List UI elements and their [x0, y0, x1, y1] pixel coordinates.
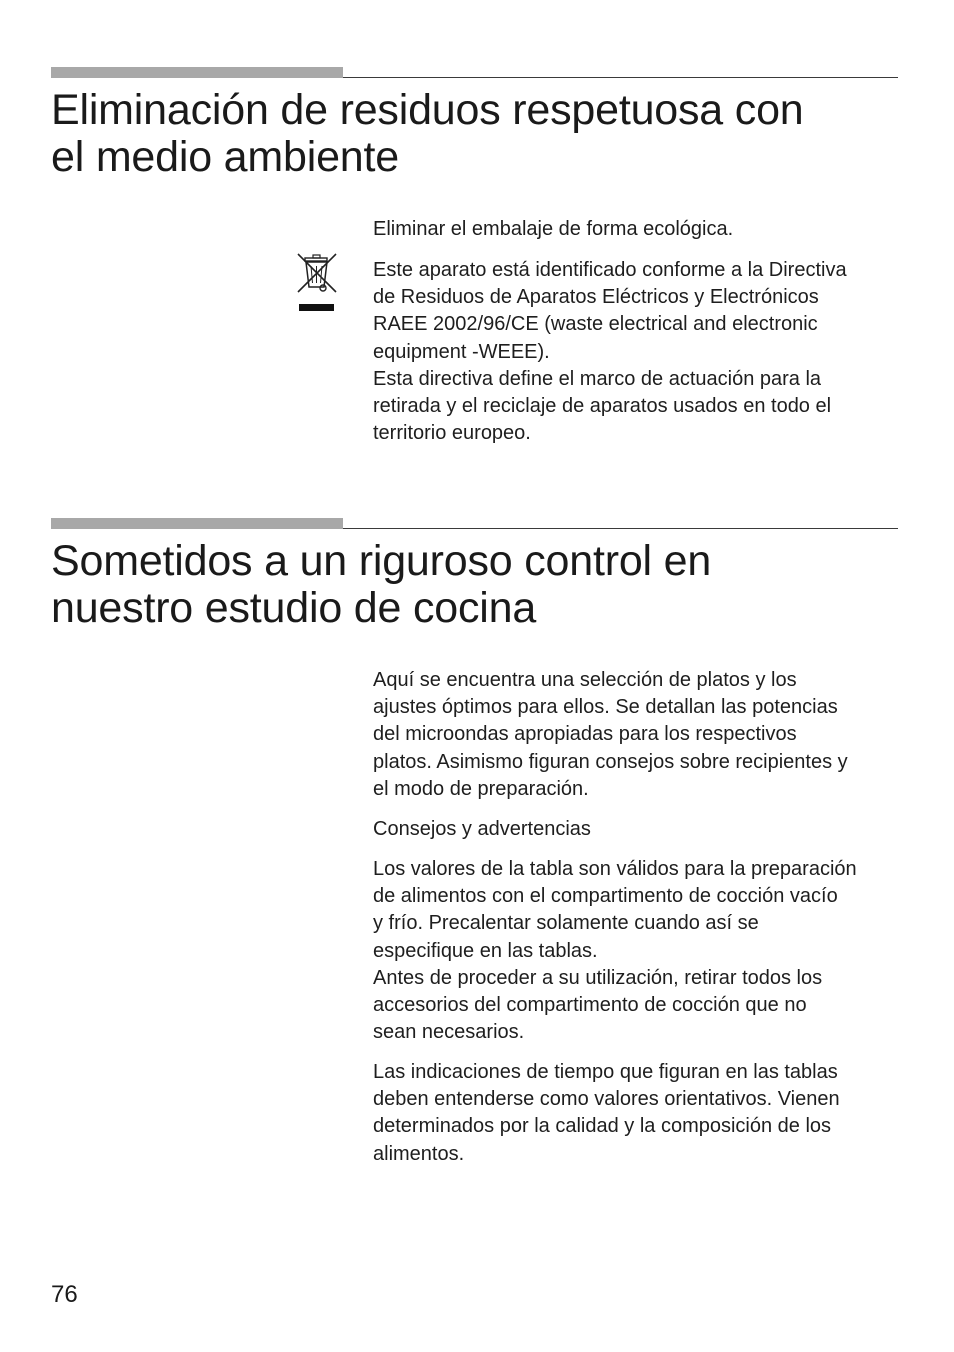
- section-divider-2: [51, 518, 898, 530]
- text-line: platos. Asimismo figuran consejos sobre recipientes y: [373, 750, 848, 773]
- text-line: Esta directiva define el marco de actuación para la: [373, 367, 822, 390]
- tips-paragraph-2: [373, 1059, 908, 1168]
- tips-subheading: Consejos y advertencias: [373, 818, 591, 840]
- kitchen-studio-intro: [373, 667, 908, 803]
- text-line: de alimentos con el compartimento de cocción vacío: [373, 885, 838, 908]
- text-line: Antes de proceder a su utilización, retirar todos los: [373, 966, 823, 989]
- section-divider-1: [51, 67, 898, 79]
- text-line: Aquí se encuentra una selección de platos y los: [373, 669, 797, 691]
- text-line: especifique en las tablas.: [373, 939, 598, 962]
- text-line: Los valores de la tabla son válidos para la preparación: [373, 858, 857, 880]
- page-number: 76: [51, 1281, 78, 1308]
- text-line: territorio europeo.: [373, 422, 531, 445]
- text-line: RAEE 2002/96/CE (waste electrical and electronic: [373, 313, 818, 336]
- text-line: Las indicaciones de tiempo que figuran en las tablas: [373, 1061, 838, 1083]
- waste-disposal-text: [373, 216, 908, 243]
- section-title-waste-disposal: [51, 87, 911, 181]
- text-line: equipment -WEEE).: [373, 340, 550, 363]
- title-line: nuestro estudio de cocina: [51, 584, 537, 632]
- tips-block-2: [373, 1059, 908, 1168]
- text-line: ajustes óptimos para ellos. Se detallan las potencias: [373, 696, 838, 719]
- text-line: accesorios del compartimento de cocción que no: [373, 994, 807, 1017]
- title-line: el medio ambiente: [51, 133, 399, 181]
- text-line: y frío. Precalentar solamente cuando así se: [373, 912, 759, 935]
- text-line: del microondas apropiadas para los respectivos: [373, 723, 797, 746]
- tips-paragraph-1: [373, 856, 908, 1046]
- text-line: retirada y el reciclaje de aparatos usados en todo el: [373, 395, 832, 418]
- section-title-kitchen-studio: [51, 538, 911, 632]
- packaging-paragraph: Eliminar el embalaje de forma ecológica.: [373, 218, 734, 240]
- crossed-out-wheelie-bin-icon: [296, 252, 338, 314]
- text-line: de Residuos de Aparatos Eléctricos y Electrónicos: [373, 286, 819, 309]
- title-line: Eliminación de residuos respetuosa con: [51, 86, 804, 134]
- text-line: deben entenderse como valores orientativos. Vienen: [373, 1088, 840, 1111]
- intro-paragraph: [373, 667, 908, 803]
- text-line: alimentos.: [373, 1142, 465, 1165]
- text-line: Este aparato está identificado conforme a la Directiva: [373, 259, 847, 281]
- tips-block-1: [373, 856, 908, 1046]
- text-line: determinados por la calidad y la composición de los: [373, 1115, 832, 1138]
- title-line: Sometidos a un riguroso control en: [51, 537, 712, 585]
- text-line: sean necesarios.: [373, 1021, 525, 1044]
- weee-paragraph: [373, 257, 908, 447]
- tips-subheading-block: [373, 816, 908, 843]
- text-line: el modo de preparación.: [373, 777, 589, 800]
- weee-directive-text: [373, 257, 908, 447]
